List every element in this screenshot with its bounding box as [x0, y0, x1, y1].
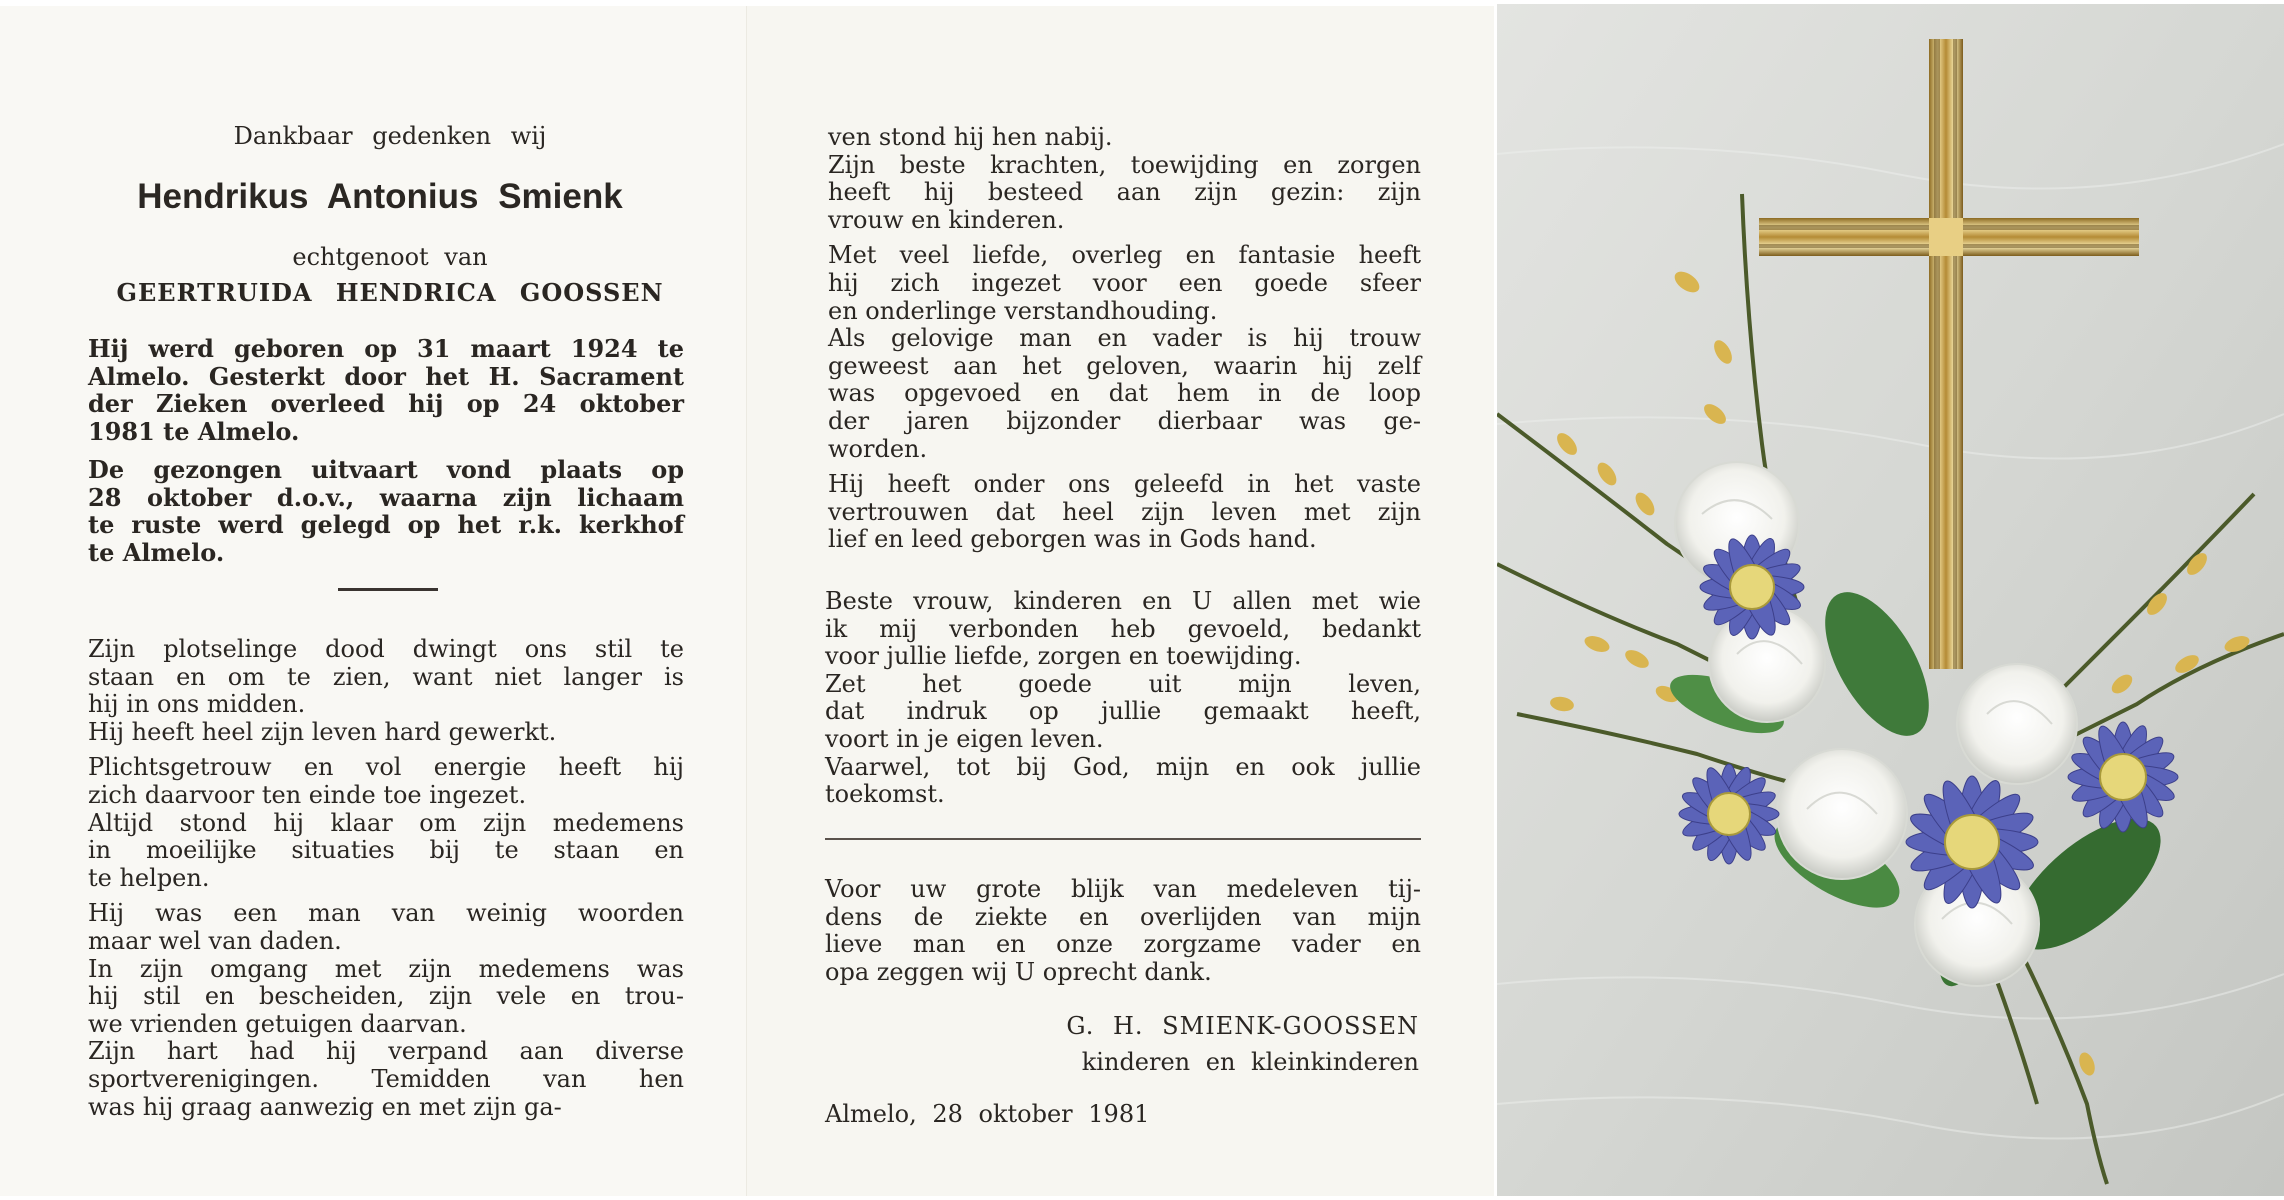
tribute-left-line: staan en om te zien, want niet langer is [88, 662, 684, 691]
tribute-left-line: maar wel van daden. [88, 926, 342, 955]
divider-line-middle [825, 838, 1421, 840]
tribute-middle-line: ven stond hij hen nabij. [828, 123, 1113, 151]
biography-line: Almelo. Gesterkt door het H. Sacrament [88, 361, 684, 391]
tribute-left-line: we vrienden getuigen daarvan. [88, 1009, 467, 1038]
funeral-line: De gezongen uitvaart vond plaats op [88, 455, 684, 484]
tribute-left-line: sportverenigingen. Temidden van hen [88, 1064, 684, 1093]
tribute-middle-line: Zijn beste krachten, toewijding en zorgen [828, 150, 1421, 179]
tribute-middle-line: lief en leed geborgen was in Gods hand. [828, 525, 1317, 554]
thanks-line: opa zeggen wij U oprecht dank. [825, 957, 1212, 986]
tribute-text-middle [828, 124, 1421, 554]
signature-family: kinderen en kleinkinderen [1081, 1048, 1419, 1076]
tribute-text-left [88, 636, 684, 1121]
tribute-middle-line: worden. [828, 434, 928, 463]
tribute-left-line: zich daarvoor ten einde toe ingezet. [88, 780, 527, 809]
biography-line: Hij werd geboren op 31 maart 1924 te [88, 334, 684, 363]
biography-line: der Zieken overleed hij op 24 oktober [88, 389, 684, 419]
tribute-middle-line: vrouw en kinderen. [828, 205, 1065, 234]
farewell-line: voort in je eigen leven. [825, 724, 1104, 753]
spouse-label: echtgenoot van [292, 243, 488, 271]
tribute-left-line: te helpen. [88, 863, 210, 892]
funeral-paragraph [88, 456, 684, 566]
spouse-name: GEERTRUIDA HENDRICA GOOSSEN [116, 278, 664, 307]
intro-line: Dankbaar gedenken wij [233, 122, 547, 150]
deceased-name: Hendrikus Antonius Smienk [137, 177, 623, 216]
left-page [0, 6, 747, 1196]
farewell-paragraph [825, 588, 1421, 809]
farewell-line: Vaarwel, tot bij God, mijn en ook jullie [825, 752, 1421, 781]
tribute-middle-line: Als gelovige man en vader is hij trouw [828, 324, 1421, 353]
thanks-line: lieve man en onze zorgzame vader en [825, 930, 1421, 959]
funeral-line: te Almelo. [88, 537, 225, 567]
tribute-middle-line: vertrouwen dat heel zijn leven met zijn [828, 497, 1421, 526]
farewell-line: toekomst. [825, 780, 945, 809]
tribute-left-line: Altijd stond hij klaar om zijn medemens [88, 808, 684, 837]
tribute-left-line: hij stil en bescheiden, zijn vele en trou- [88, 982, 684, 1011]
thanks-line: dens de ziekte en overlijden van mijn [825, 902, 1421, 931]
farewell-line: voor jullie liefde, zorgen en toewijding. [825, 642, 1302, 671]
tribute-middle-line: heeft hij besteed aan zijn gezin: zijn [828, 178, 1421, 207]
tribute-left-line: Hij was een man van weinig woorden [88, 899, 684, 928]
farewell-line: Zet het goede uit mijn leven, [825, 669, 1421, 698]
signature-name: G. H. SMIENK-GOOSSEN [1066, 1012, 1419, 1040]
tribute-left-line: Plichtsgetrouw en vol energie heeft hij [88, 753, 684, 782]
tribute-middle-line: der jaren bijzonder dierbaar was ge- [828, 406, 1421, 435]
tribute-middle-line: hij zich ingezet voor een goede sfeer [828, 268, 1421, 297]
tribute-middle-line: en onderlinge verstandhouding. [828, 296, 1218, 325]
thanks-paragraph [825, 876, 1421, 986]
tribute-left-line: In zijn omgang met zijn medemens was [88, 954, 684, 983]
tribute-left-line: Zijn plotselinge dood dwingt ons stil te [88, 635, 684, 663]
middle-page [747, 6, 1494, 1196]
tribute-middle-line: geweest aan het geloven, waarin hij zelf [828, 351, 1421, 380]
tribute-left-line: Hij heeft heel zijn leven hard gewerkt. [88, 717, 557, 746]
cross-and-flowers-image [1497, 4, 2284, 1196]
tribute-middle-line: was opgevoed en dat hem in de loop [828, 379, 1421, 408]
divider-line [338, 588, 438, 591]
tribute-middle-line: Hij heeft onder ons geleefd in het vaste [828, 470, 1421, 499]
cross-flowers-illustration [1497, 4, 2284, 1196]
farewell-line: Beste vrouw, kinderen en U allen met wie [825, 587, 1421, 615]
tribute-left-line: Zijn hart had hij verpand aan diverse [88, 1037, 684, 1066]
biography-paragraph [88, 335, 684, 445]
tribute-left-line: hij in ons midden. [88, 690, 306, 719]
farewell-line: ik mij verbonden heb gevoeld, bedankt [825, 614, 1421, 643]
tribute-left-line: in moeilijke situaties bij te staan en [88, 836, 684, 865]
tribute-middle-line: Met veel liefde, overleg en fantasie heeft [828, 241, 1421, 270]
place-date: Almelo, 28 oktober 1981 [825, 1100, 1150, 1128]
tribute-left-line: was hij graag aanwezig en met zijn ga- [88, 1092, 562, 1121]
biography-line: 1981 te Almelo. [88, 416, 300, 446]
funeral-line: 28 oktober d.o.v., waarna zijn lichaam [88, 482, 684, 512]
funeral-line: te ruste werd gelegd op het r.k. kerkhof [88, 510, 684, 540]
thanks-line: Voor uw grote blijk van medeleven tij- [825, 875, 1421, 903]
farewell-line: dat indruk op jullie gemaakt heeft, [825, 697, 1421, 726]
